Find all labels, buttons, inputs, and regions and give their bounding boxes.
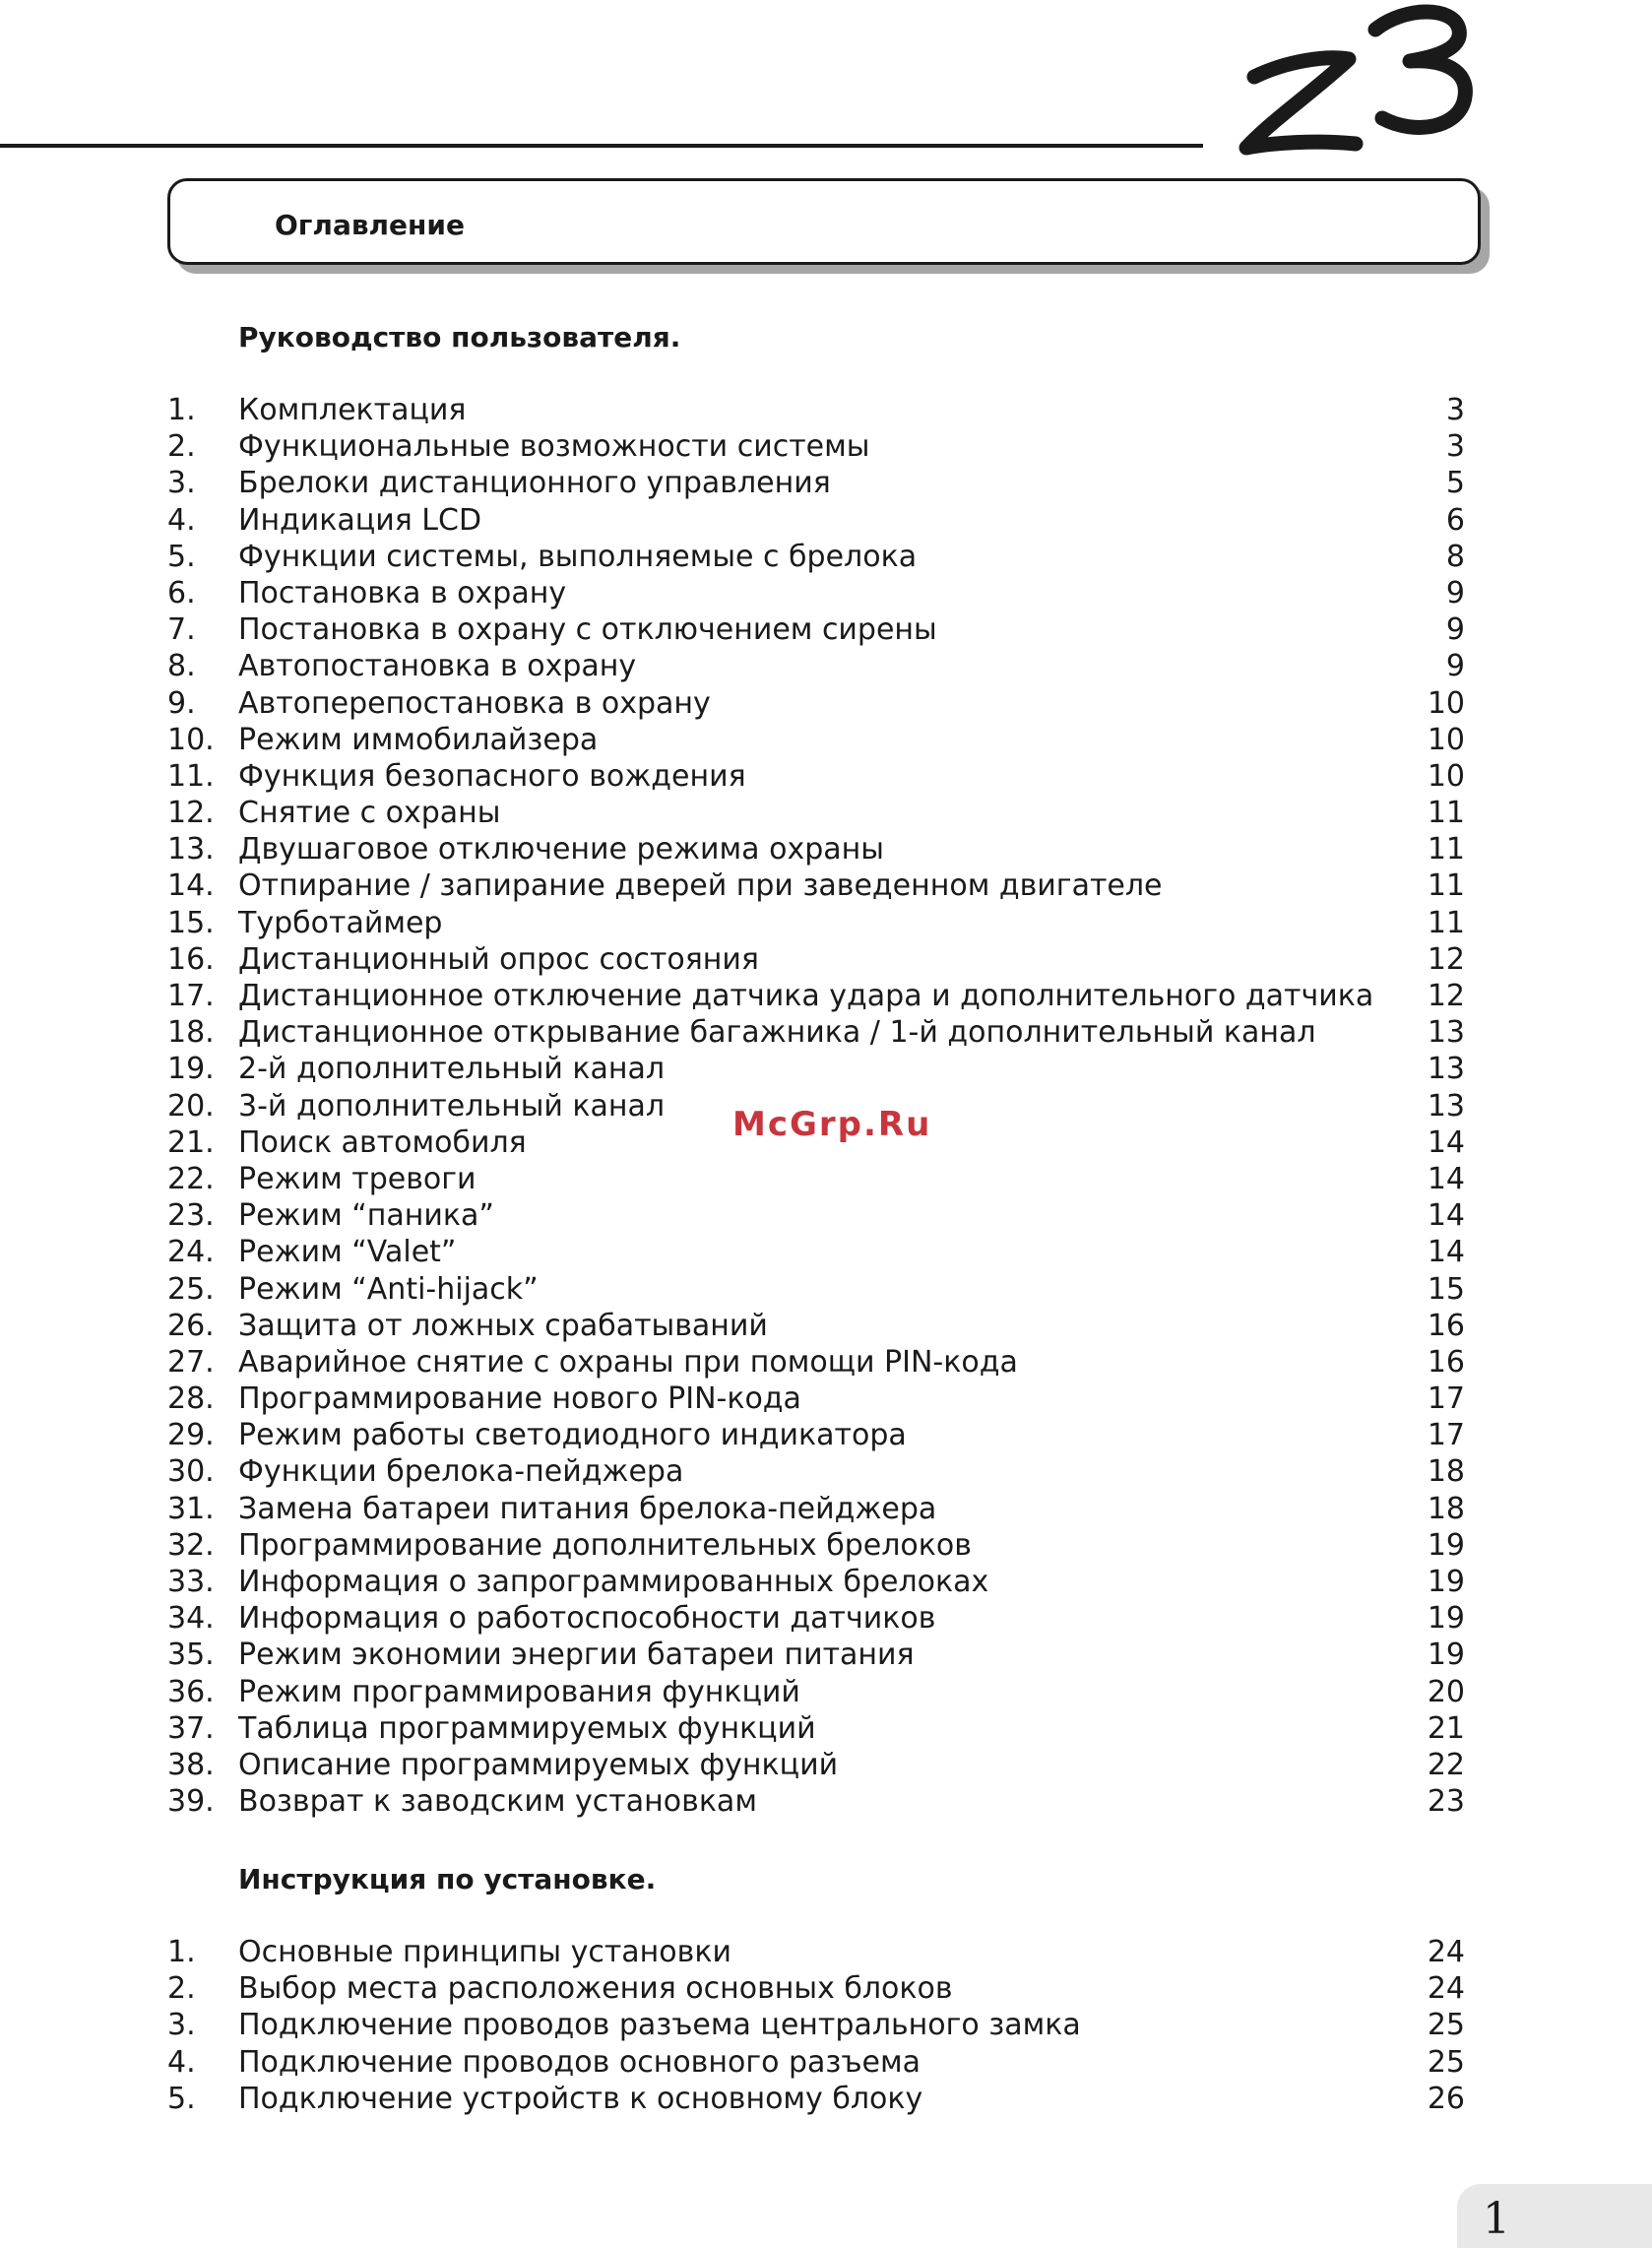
toc-entry-number: 27. xyxy=(167,1344,215,1380)
toc-entry-page: 10 xyxy=(1427,758,1465,794)
toc-entry-page: 11 xyxy=(1427,796,1465,831)
toc-entry-page: 8 xyxy=(1445,539,1465,574)
toc-entry-title: Подключение проводов основного разъема xyxy=(238,2044,921,2080)
toc-entry-title: Режим экономии энергии батареи питания xyxy=(238,1638,915,1673)
toc-entry-number: 15. xyxy=(167,905,215,940)
toc-entry-title: Дистанционный опрос состояния xyxy=(238,941,759,977)
toc-entry[interactable] xyxy=(167,465,1465,501)
toc-entry[interactable] xyxy=(167,1014,1465,1051)
toc-entry-page: 6 xyxy=(1445,502,1465,538)
toc-entry[interactable] xyxy=(167,539,1465,575)
toc-entry[interactable] xyxy=(167,1970,1465,2007)
toc-entry-number: 33. xyxy=(167,1565,215,1599)
toc-entry[interactable] xyxy=(167,1674,1465,1710)
toc-entry-number: 6. xyxy=(167,575,196,610)
toc-entry-number: 5. xyxy=(167,2081,196,2116)
toc-entry-page: 24 xyxy=(1427,1971,1465,2007)
toc-entry-number: 22. xyxy=(167,1161,215,1196)
toc-entry-page: 9 xyxy=(1445,612,1465,648)
toc-entry[interactable] xyxy=(167,1934,1465,1970)
toc-entry-number: 18. xyxy=(167,1015,215,1051)
toc-entry-title: Комплектация xyxy=(238,393,467,427)
toc-entry[interactable] xyxy=(167,1344,1465,1381)
toc-entry-number: 4. xyxy=(167,502,196,538)
toc-entry-title: Режим “Anti-hijack” xyxy=(238,1271,539,1307)
toc-entry-number: 3. xyxy=(167,466,196,501)
toc-entry-page: 26 xyxy=(1427,2081,1465,2116)
toc-entry-number: 24. xyxy=(167,1235,215,1270)
toc-entry[interactable] xyxy=(167,1271,1465,1308)
toc-entry-page: 3 xyxy=(1445,393,1465,427)
toc-entry-title: Отпирание / запирание дверей при заведенном двигателе xyxy=(238,868,1163,904)
toc-entry-title: Режим тревоги xyxy=(238,1161,477,1196)
toc-entry[interactable] xyxy=(167,1527,1465,1564)
toc-entry-title: Снятие с охраны xyxy=(238,796,501,831)
toc-entry-number: 11. xyxy=(167,758,215,794)
toc-entry[interactable] xyxy=(167,2044,1465,2081)
toc-entry-page: 11 xyxy=(1427,905,1465,940)
toc-entry-number: 29. xyxy=(167,1418,215,1453)
toc-entry-title: Замена батареи питания брелока-пейджера xyxy=(238,1491,937,1526)
toc-entry[interactable] xyxy=(167,1564,1465,1600)
toc-entry-number: 4. xyxy=(167,2044,196,2080)
toc-entry-number: 5. xyxy=(167,539,196,574)
toc-entry-title: Возврат к заводским установкам xyxy=(238,1784,757,1820)
page-number: 1 xyxy=(1483,2194,1510,2244)
toc-entry-page: 19 xyxy=(1427,1565,1465,1599)
page-number-tab xyxy=(1457,2184,1652,2248)
toc-entry-number: 34. xyxy=(167,1601,215,1637)
toc-entry-number: 16. xyxy=(167,941,215,977)
toc-entry-number: 38. xyxy=(167,1747,215,1782)
toc-entry-title: Подключение устройств к основному блоку xyxy=(238,2081,923,2116)
toc-entry-title: Программирование нового PIN-кода xyxy=(238,1381,801,1417)
watermark: McGrp.Ru xyxy=(732,1105,932,1144)
toc-entry[interactable] xyxy=(167,502,1465,539)
toc-entry-page: 14 xyxy=(1427,1235,1465,1270)
toc-entry-title: Постановка в охрану xyxy=(238,575,567,610)
toc-entry[interactable] xyxy=(167,1637,1465,1673)
toc-entry-title: Функция безопасного вождения xyxy=(238,758,746,794)
toc-entry[interactable] xyxy=(167,2007,1465,2043)
toc-entry-number: 30. xyxy=(167,1454,215,1490)
toc-entry-title: Двушаговое отключение режима охраны xyxy=(238,832,884,867)
toc-entry-title: Автопостановка в охрану xyxy=(238,649,637,684)
toc-entry[interactable] xyxy=(167,831,1465,867)
toc-entry-page: 10 xyxy=(1427,722,1465,757)
toc-entry[interactable] xyxy=(167,1491,1465,1527)
toc-entry-page: 25 xyxy=(1427,2008,1465,2043)
toc-entry-page: 10 xyxy=(1427,685,1465,721)
toc-entry-number: 36. xyxy=(167,1674,215,1709)
toc-entry-page: 19 xyxy=(1427,1601,1465,1637)
toc-entry-page: 13 xyxy=(1427,1015,1465,1051)
toc-entry-page: 19 xyxy=(1427,1638,1465,1673)
toc-entry-number: 7. xyxy=(167,612,196,648)
toc-entry-title: Постановка в охрану с отключением сирены xyxy=(238,612,937,648)
toc-entry[interactable] xyxy=(167,1710,1465,1747)
install-guide-title: Инструкция по установке. xyxy=(238,1863,657,1895)
toc-entry-title: Подключение проводов разъема центрального замка xyxy=(238,2008,1081,2043)
toc-entry[interactable] xyxy=(167,1161,1465,1197)
toc-header-box xyxy=(167,178,1481,265)
z3-logo xyxy=(1233,0,1479,162)
toc-entry[interactable] xyxy=(167,758,1465,795)
toc-entry-title: Информация о работоспособности датчиков xyxy=(238,1601,936,1637)
toc-entry-title: Описание программируемых функций xyxy=(238,1747,839,1782)
toc-entry-title: Режим “Valet” xyxy=(238,1235,457,1270)
toc-entry-title: Функции брелока-пейджера xyxy=(238,1454,684,1490)
toc-entry[interactable] xyxy=(167,1783,1465,1820)
toc-entry-page: 14 xyxy=(1427,1198,1465,1234)
toc-entry[interactable] xyxy=(167,795,1465,831)
toc-entry-title: Турботаймер xyxy=(238,905,443,940)
toc-entry[interactable] xyxy=(167,1197,1465,1234)
toc-entry-title: Защита от ложных срабатываний xyxy=(238,1308,768,1343)
toc-entry-number: 17. xyxy=(167,979,215,1013)
user-guide-title: Руководство пользователя. xyxy=(238,321,681,353)
toc-entry-page: 9 xyxy=(1445,575,1465,610)
top-rule xyxy=(0,144,1203,148)
toc-title: Оглавление xyxy=(275,209,466,241)
toc-entry-page: 20 xyxy=(1427,1674,1465,1709)
toc-entry[interactable] xyxy=(167,1308,1465,1344)
toc-entry-number: 3. xyxy=(167,2008,196,2043)
toc-entry-title: Информация о запрограммированных брелоках xyxy=(238,1565,989,1599)
toc-entry-page: 3 xyxy=(1445,429,1465,465)
toc-entry-number: 12. xyxy=(167,796,215,831)
toc-entry-number: 32. xyxy=(167,1527,215,1563)
install-guide-list xyxy=(167,1934,1465,2117)
toc-entry-page: 12 xyxy=(1427,979,1465,1013)
toc-entry[interactable] xyxy=(167,867,1465,904)
toc-entry-page: 24 xyxy=(1427,1935,1465,1969)
toc-entry-title: Дистанционное открывание багажника / 1-й дополнительный канал xyxy=(238,1015,1316,1051)
toc-entry-page: 11 xyxy=(1427,832,1465,867)
toc-entry[interactable] xyxy=(167,978,1465,1014)
toc-entry-number: 10. xyxy=(167,722,215,757)
toc-entry-title: Режим программирования функций xyxy=(238,1674,800,1709)
toc-entry-number: 23. xyxy=(167,1198,215,1234)
toc-entry-title: Аварийное снятие с охраны при помощи PIN-кода xyxy=(238,1344,1018,1380)
toc-entry-page: 17 xyxy=(1427,1381,1465,1417)
toc-entry-page: 19 xyxy=(1427,1527,1465,1563)
toc-entry-page: 25 xyxy=(1427,2044,1465,2080)
toc-entry[interactable] xyxy=(167,1381,1465,1417)
toc-entry-title: Режим иммобилайзера xyxy=(238,722,599,757)
toc-entry[interactable] xyxy=(167,1453,1465,1490)
toc-entry[interactable] xyxy=(167,2081,1465,2117)
toc-entry[interactable] xyxy=(167,392,1465,428)
toc-entry-number: 9. xyxy=(167,685,196,721)
toc-entry-title: Дистанционное отключение датчика удара и дополнительного датчика xyxy=(238,979,1374,1013)
toc-entry-number: 31. xyxy=(167,1491,215,1526)
toc-entry-page: 13 xyxy=(1427,1052,1465,1087)
toc-entry-title: Индикация LCD xyxy=(238,502,482,538)
toc-entry[interactable] xyxy=(167,1417,1465,1453)
toc-entry-page: 16 xyxy=(1427,1308,1465,1343)
toc-entry-number: 35. xyxy=(167,1638,215,1673)
toc-entry-number: 8. xyxy=(167,649,196,684)
toc-entry-page: 18 xyxy=(1427,1454,1465,1490)
toc-entry-title: Поиск автомобиля xyxy=(238,1124,527,1160)
toc-entry-number: 39. xyxy=(167,1784,215,1820)
toc-entry-number: 20. xyxy=(167,1088,215,1124)
toc-entry-page: 5 xyxy=(1445,466,1465,501)
toc-entry-number: 1. xyxy=(167,1935,196,1969)
toc-entry-page: 16 xyxy=(1427,1344,1465,1380)
toc-entry[interactable] xyxy=(167,1747,1465,1783)
toc-entry-number: 28. xyxy=(167,1381,215,1417)
toc-entry-title: Функциональные возможности системы xyxy=(238,429,870,465)
toc-entry[interactable] xyxy=(167,905,1465,941)
toc-entry[interactable] xyxy=(167,575,1465,611)
toc-entry-title: Режим “паника” xyxy=(238,1198,494,1234)
toc-entry-number: 25. xyxy=(167,1271,215,1307)
toc-entry-title: Брелоки дистанционного управления xyxy=(238,466,831,501)
toc-entry-title: Выбор места расположения основных блоков xyxy=(238,1971,953,2007)
toc-entry-page: 22 xyxy=(1427,1747,1465,1782)
toc-entry-page: 17 xyxy=(1427,1418,1465,1453)
toc-entry[interactable] xyxy=(167,1600,1465,1637)
toc-entry-page: 13 xyxy=(1427,1088,1465,1124)
toc-entry-title: Основные принципы установки xyxy=(238,1935,731,1969)
toc-entry-page: 21 xyxy=(1427,1710,1465,1746)
toc-entry-number: 21. xyxy=(167,1124,215,1160)
toc-entry-number: 1. xyxy=(167,393,196,427)
toc-entry-title: 2-й дополнительный канал xyxy=(238,1052,666,1087)
toc-entry-title: 3-й дополнительный канал xyxy=(238,1088,666,1124)
toc-entry[interactable] xyxy=(167,648,1465,684)
toc-entry-number: 37. xyxy=(167,1710,215,1746)
toc-entry-page: 23 xyxy=(1427,1784,1465,1820)
toc-entry-title: Программирование дополнительных брелоков xyxy=(238,1527,972,1563)
toc-entry[interactable] xyxy=(167,722,1465,758)
toc-entry-page: 12 xyxy=(1427,941,1465,977)
toc-entry-title: Режим работы светодиодного индикатора xyxy=(238,1418,907,1453)
toc-entry-page: 14 xyxy=(1427,1161,1465,1196)
toc-entry-title: Функции системы, выполняемые с брелока xyxy=(238,539,918,574)
toc-entry-number: 26. xyxy=(167,1308,215,1343)
toc-entry-number: 2. xyxy=(167,1971,196,2007)
toc-entry-page: 18 xyxy=(1427,1491,1465,1526)
toc-entry-number: 2. xyxy=(167,429,196,465)
toc-entry[interactable] xyxy=(167,1051,1465,1087)
toc-entry-number: 14. xyxy=(167,868,215,904)
toc-entry-page: 9 xyxy=(1445,649,1465,684)
toc-entry-page: 15 xyxy=(1427,1271,1465,1307)
toc-entry-page: 14 xyxy=(1427,1124,1465,1160)
toc-entry-title: Таблица программируемых функций xyxy=(238,1710,816,1746)
toc-entry-page: 11 xyxy=(1427,868,1465,904)
toc-entry-number: 13. xyxy=(167,832,215,867)
toc-entry[interactable] xyxy=(167,941,1465,978)
toc-entry-number: 19. xyxy=(167,1052,215,1087)
toc-entry-title: Автоперепостановка в охрану xyxy=(238,685,711,721)
toc-entry[interactable] xyxy=(167,1234,1465,1270)
toc-entry[interactable] xyxy=(167,428,1465,465)
toc-entry[interactable] xyxy=(167,611,1465,648)
toc-entry[interactable] xyxy=(167,685,1465,722)
